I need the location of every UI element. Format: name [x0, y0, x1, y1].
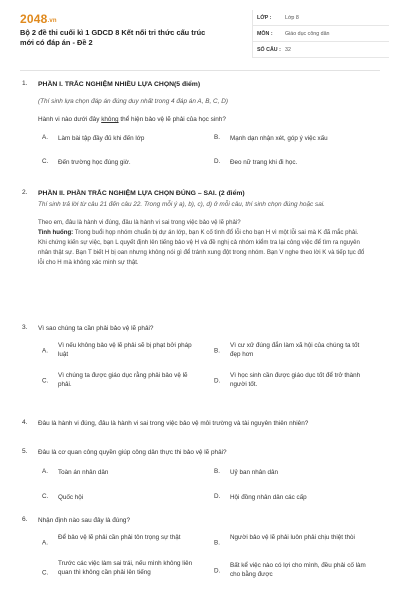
option-c[interactable]: C. Đến trường học đúng giờ. [42, 158, 131, 166]
question-number: 1. [22, 80, 28, 87]
section-instruction: (Thí sinh lựa chọn đáp án đúng duy nhất trong 4 đáp án A, B, C, D) [38, 98, 228, 105]
document-header [20, 10, 380, 66]
question-number: 2. [22, 189, 28, 196]
meta-row-count [253, 42, 389, 58]
site-logo[interactable]: 2048.vn [20, 12, 57, 26]
question-number: 5. [22, 448, 28, 455]
section-heading: PHẦN I. TRẮC NGHIỆM NHIỀU LỰA CHỌN(5 điểm) [38, 81, 201, 88]
header-divider [20, 70, 380, 71]
meta-value: Giáo dục công dân [285, 30, 330, 37]
question-stem: Nhận định nào sau đây là đúng? [38, 517, 131, 524]
option-a[interactable]: A. Vì nếu không bảo vệ lẽ phải sẽ bị phạt bởi pháp luật [42, 342, 192, 358]
option-d[interactable]: D. Hội đồng nhân dân các cấp [214, 493, 307, 501]
meta-label: LỚP : [257, 14, 272, 21]
question-stem: Đâu là hành vi đúng, đâu là hành vi sai trong việc bảo vệ môi trường và tài nguyên thiên nhiên? [38, 420, 309, 427]
exam-meta-table [252, 10, 389, 58]
option-c[interactable]: C. Quốc hội [42, 493, 84, 501]
meta-value: 32 [285, 46, 291, 53]
option-d[interactable]: D. Bất kể việc nào có lợi cho mình, đều phải cố làm cho bằng được [214, 562, 366, 578]
answer-options [38, 533, 378, 599]
question-number: 6. [22, 516, 28, 523]
meta-value: Lớp 8 [285, 14, 299, 21]
option-a[interactable]: A. Làm bài tập đầy đủ khi đến lớp [42, 134, 145, 142]
meta-label: SỐ CÂU : [257, 46, 281, 53]
section-instruction: Thí sinh trả lời từ câu 21 đến câu 22. Trong mỗi ý a), b), c), d) ở mỗi câu, thí sinh chọn đúng hoặc sai. [38, 201, 325, 208]
option-b[interactable]: B. Người bảo vệ lẽ phải luôn phải chịu thiệt thòi [214, 534, 355, 547]
question-stem: Hành vi nào dưới đây không thể hiện bảo vệ lẽ phải của học sinh? [38, 116, 226, 123]
situation-paragraph [38, 228, 368, 268]
meta-label: MÔN : [257, 30, 273, 37]
option-c[interactable]: C. Vì chúng ta được giáo dục rằng phải bảo vệ lẽ phải. [42, 372, 188, 388]
section-heading: PHẦN II. PHẦN TRẮC NGHIỆM LỰA CHỌN ĐÚNG – SAI. (2 điểm) [38, 190, 245, 197]
document-title: Bộ 2 đề thi cuối kì 1 GDCD 8 Kết nối tri thức cấu trúc mới có đáp án - Đề 2 [20, 28, 206, 47]
question-stem: Vì sao chúng ta cần phải bảo vệ lẽ phải? [38, 325, 154, 332]
option-d[interactable]: D. Vì học sinh cần được giáo dục tốt để trở thành người tốt. [214, 372, 361, 388]
answer-options [38, 468, 378, 504]
question-number: 3. [22, 324, 28, 331]
answer-options [38, 134, 378, 174]
option-d[interactable]: D. Đeo nữ trang khi đi học. [214, 158, 298, 166]
answer-options [38, 341, 378, 401]
meta-row-subject [253, 26, 389, 42]
situation-text: Trong buổi họp nhóm chuẩn bị dự án lớp, bạn K cố tình đổ lỗi cho bạn H vì một lỗi sai mà K đã mắc phải. Khi chứng kiến sự việc, bạn L quyết định lên tiếng bảo vệ H và đề nghị cả nhóm kiểm tra lại công việc để tìm ra nguyên nhân thật sự. Bạn T biết H bị oan nhưng không nói gì để tránh xung đột trong nhóm. Bạn V nghe theo lời K và tiếp tục đổ lỗi cho H mà không xác minh sự thật. [38, 229, 365, 266]
option-b[interactable]: B. Vì cư xử đúng đắn làm xã hội của chúng ta tốt đẹp hơn [214, 342, 360, 358]
situation-label: Tình huống: [38, 229, 74, 236]
question-stem: Theo em, đâu là hành vi đúng, đâu là hành vi sai trong việc bảo vệ lẽ phải? [38, 219, 241, 226]
option-c[interactable]: C. Trước các việc làm sai trái, nếu mình không liên quan thì không cần phải lên tiếng [42, 560, 193, 577]
question-number: 4. [22, 419, 28, 426]
meta-row-class [253, 10, 389, 26]
option-b[interactable]: B. Uỷ ban nhân dân [214, 468, 278, 476]
question-stem: Đâu là cơ quan công quyền giúp công dân thực thi bảo vệ lẽ phải? [38, 449, 227, 456]
option-b[interactable]: B. Mạnh dạn nhận xét, góp ý việc xấu [214, 134, 328, 142]
option-a[interactable]: A. Để bảo vệ lẽ phải cần phải tôn trọng sự thật [42, 534, 181, 547]
option-a[interactable]: A. Toàn án nhân dân [42, 468, 109, 476]
